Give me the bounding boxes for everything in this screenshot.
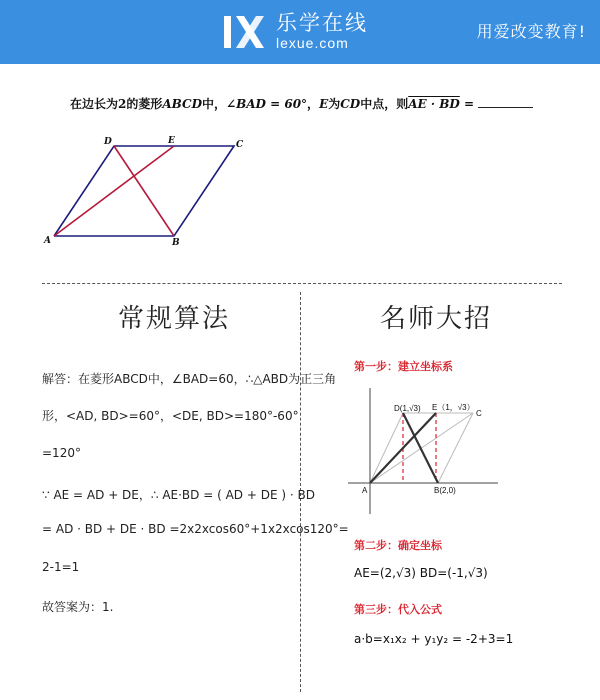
step-1-heading: 第一步：建立坐标系 xyxy=(354,360,453,373)
step-2-heading: 第二步：确定坐标 xyxy=(354,539,442,552)
solution-line-4: ∵ AE = AD + DE，∴ AE·BD = ( AD + DE ) · BD xyxy=(42,488,315,502)
solution-line-2: 形，<AD, BD>=60°，<DE, BD>=180°-60° xyxy=(42,409,299,423)
problem-text: 中， xyxy=(202,97,227,111)
segment-ae xyxy=(54,146,174,236)
problem-var: E xyxy=(319,97,329,111)
problem-text: 在边长为2的菱形 xyxy=(70,97,163,111)
right-column-title: 名师大招 xyxy=(380,304,493,334)
solution-answer: 故答案为：1. xyxy=(42,600,114,614)
vertex-a-label: A xyxy=(44,236,51,246)
problem-var: CD xyxy=(340,97,361,111)
vertex-b-label: B xyxy=(172,238,180,248)
left-column-title: 常规算法 xyxy=(118,304,231,334)
vector-bd xyxy=(403,413,438,483)
problem-text: = xyxy=(459,97,479,111)
brand-domain: lexue.com xyxy=(276,35,349,51)
vertex-c-label: C xyxy=(236,140,244,150)
horizontal-divider xyxy=(42,283,562,284)
problem-statement xyxy=(70,95,570,112)
point-b-label: B(2,0) xyxy=(434,486,456,495)
coordinate-figure xyxy=(348,386,500,516)
problem-angle: ∠BAD = 60° xyxy=(226,97,308,111)
point-c-label: C xyxy=(476,409,482,418)
vertex-d-label: D xyxy=(104,137,112,147)
problem-dot-expression: AE · BD xyxy=(408,97,460,111)
answer-blank xyxy=(478,98,533,108)
solution-line-1: 解答：在菱形ABCD中，∠BAD=60，∴△ABD为正三角 xyxy=(42,372,337,386)
problem-var: ABCD xyxy=(162,97,202,111)
problem-text: 中点，则 xyxy=(360,97,409,111)
header-bar xyxy=(0,0,600,64)
problem-text: 为 xyxy=(328,97,341,111)
solution-line-3: =120° xyxy=(42,446,81,460)
point-e-label: E（1，√3） xyxy=(432,403,475,412)
point-d-label: D(1,√3) xyxy=(394,404,421,413)
coordinates-line: AE=(2,√3) BD=(-1,√3) xyxy=(354,566,488,580)
point-a-label: A xyxy=(362,486,368,495)
slogan: 用爱改变教育! xyxy=(476,22,586,41)
solution-line-6: 2-1=1 xyxy=(42,560,80,574)
rhombus-figure xyxy=(40,135,250,250)
problem-text: ， xyxy=(307,97,320,111)
lexue-logo-icon xyxy=(222,12,266,52)
formula-line: a·b=x₁x₂ + y₁y₂ = -2+3=1 xyxy=(354,632,514,646)
step-3-heading: 第三步：代入公式 xyxy=(354,603,442,616)
segment-bd xyxy=(114,146,174,236)
brand-name: 乐学在线 xyxy=(276,11,368,35)
vertex-e-label: E xyxy=(168,136,175,146)
brand xyxy=(276,11,368,51)
solution-line-5: = AD · BD + DE · BD =2x2xcos60°+1x2xcos120°= xyxy=(42,522,349,536)
